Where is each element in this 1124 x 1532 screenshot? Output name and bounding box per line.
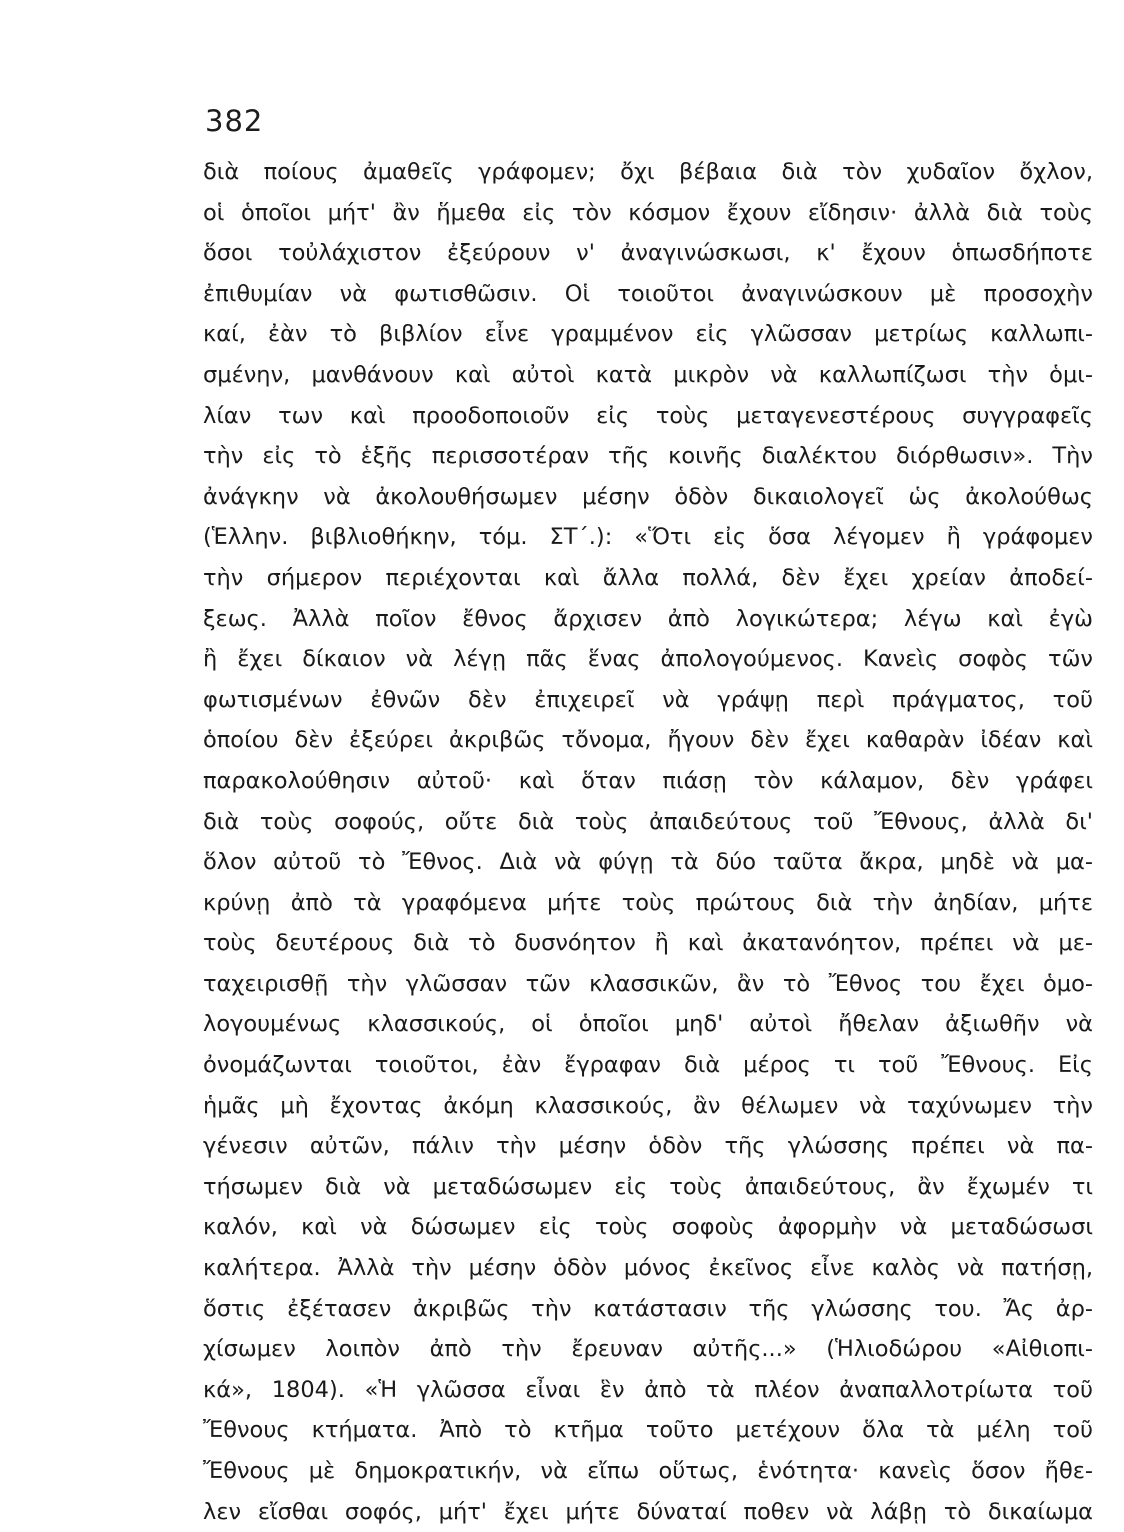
text-line: ξεως. Ἀλλὰ ποῖον ἔθνος ἄρχισεν ἀπὸ λογικώτερα; λέγω καὶ ἐγὼ [203,605,1093,632]
text-line: ὀνομάζωνται τοιοῦτοι, ἐὰν ἔγραφαν διὰ μέρος τι τοῦ Ἔθνους. Εἰς [203,1052,1093,1079]
text-line: ταχειρισθῇ τὴν γλῶσσαν τῶν κλασσικῶν, ἂν τὸ Ἔθνος του ἔχει ὁμο- [203,970,1093,997]
text-line: (Ἑλλην. βιβλιοθήκην, τόμ. ΣΤ΄.): «Ὅτι εἰς ὅσα λέγομεν ἢ γράφομεν [203,524,1093,551]
text-line: οἱ ὁποῖοι μήτ' ἂν ἥμεθα εἰς τὸν κόσμον ἔχουν εἴδησιν· ἀλλὰ διὰ τοὺς [203,199,1093,226]
text-line: ἡμᾶς μὴ ἔχοντας ἀκόμη κλασσικούς, ἂν θέλωμεν νὰ ταχύνωμεν τὴν [203,1092,1093,1119]
text-line: γένεσιν αὐτῶν, πάλιν τὴν μέσην ὁδὸν τῆς γλώσσης πρέπει νὰ πα- [203,1133,1093,1160]
text-line: καλήτερα. Ἀλλὰ τὴν μέσην ὁδὸν μόνος ἐκεῖνος εἶνε καλὸς νὰ πατήσῃ, [203,1255,1093,1282]
page-number: 382 [205,104,264,138]
text-line: Ἔθνους κτήματα. Ἀπὸ τὸ κτῆμα τοῦτο μετέχουν ὅλα τὰ μέλη τοῦ [203,1417,1093,1444]
text-line: λεν εἴσθαι σοφός, μήτ' ἔχει μήτε δύναταί ποθεν νὰ λάβῃ τὸ δικαίωμα [203,1498,1093,1525]
text-line: ὁποίου δὲν ἐξεύρει ἀκριβῶς τὄνομα, ἤγουν δὲν ἔχει καθαρὰν ἰδέαν καὶ [203,727,1093,754]
text-line: ὅσοι τοὐλάχιστον ἐξεύρουν ν' ἀναγινώσκωσι, κ' ἔχουν ὁπωσδήποτε [203,240,1093,267]
text-line: διὰ τοὺς σοφούς, οὔτε διὰ τοὺς ἀπαιδεύτους τοῦ Ἔθνους, ἀλλὰ δι' [203,808,1093,835]
text-line: τὴν σήμερον περιέχονται καὶ ἄλλα πολλά, δὲν ἔχει χρείαν ἀποδεί- [203,564,1093,591]
text-line: φωτισμένων ἐθνῶν δὲν ἐπιχειρεῖ νὰ γράψῃ περὶ πράγματος, τοῦ [203,686,1093,713]
text-line: σμένην, μανθάνουν καὶ αὐτοὶ κατὰ μικρὸν νὰ καλλωπίζωσι τὴν ὁμι- [203,361,1093,388]
text-line: Ἔθνους μὲ δημοκρατικήν, νὰ εἴπω οὕτως, ἑνότητα· κανεὶς ὅσον ἤθε- [203,1458,1093,1484]
text-line: χίσωμεν λοιπὸν ἀπὸ τὴν ἔρευναν αὐτῆς...» (Ἡλιοδώρου «Αἰθιοπι- [203,1336,1093,1363]
text-line: κρύνῃ ἀπὸ τὰ γραφόμενα μήτε τοὺς πρώτους διὰ τὴν ἀηδίαν, μήτε [203,889,1093,916]
text-line: ἀνάγκην νὰ ἀκολουθήσωμεν μέσην ὁδὸν δικαιολογεῖ ὡς ἀκολούθως [203,483,1093,510]
text-line: καλόν, καὶ νὰ δώσωμεν εἰς τοὺς σοφοὺς ἀφορμὴν νὰ μεταδώσωσι [203,1214,1093,1241]
text-line: ἐπιθυμίαν νὰ φωτισθῶσιν. Οἱ τοιοῦτοι ἀναγινώσκουν μὲ προσοχὴν [203,280,1093,307]
text-line: λογουμένως κλασσικούς, οἱ ὁποῖοι μηδ' αὐτοὶ ἤθελαν ἀξιωθῆν νὰ [203,1011,1093,1038]
text-line: καί, ἐὰν τὸ βιβλίον εἶνε γραμμένον εἰς γλῶσσαν μετρίως καλλωπι- [203,321,1093,348]
text-line: διὰ ποίους ἀμαθεῖς γράφομεν; ὄχι βέβαια διὰ τὸν χυδαῖον ὄχλον, [203,159,1093,185]
text-line: τήσωμεν διὰ νὰ μεταδώσωμεν εἰς τοὺς ἀπαιδεύτους, ἂν ἔχωμέν τι [203,1173,1093,1200]
text-line: λίαν των καὶ προοδοποιοῦν εἰς τοὺς μεταγενεστέρους συγγραφεῖς [203,402,1093,429]
body-text [203,152,1093,1532]
text-line: ὅλον αὐτοῦ τὸ Ἔθνος. Διὰ νὰ φύγῃ τὰ δύο ταῦτα ἄκρα, μηδὲ νὰ μα- [203,849,1093,876]
text-line: τὴν εἰς τὸ ἑξῆς περισσοτέραν τῆς κοινῆς διαλέκτου διόρθωσιν». Τὴν [203,443,1093,470]
text-line: παρακολούθησιν αὐτοῦ· καὶ ὅταν πιάσῃ τὸν κάλαμον, δὲν γράφει [203,767,1093,794]
text-line: ὅστις ἐξέτασεν ἀκριβῶς τὴν κατάστασιν τῆς γλώσσης του. Ἄς ἀρ- [203,1295,1093,1322]
text-line: ἢ ἔχει δίκαιον νὰ λέγῃ πᾶς ἕνας ἀπολογούμενος. Κανεὶς σοφὸς τῶν [203,646,1093,673]
text-line: κά», 1804). «Ἡ γλῶσσα εἶναι ἓν ἀπὸ τὰ πλέον ἀναπαλλοτρίωτα τοῦ [203,1376,1093,1403]
text-line: τοὺς δευτέρους διὰ τὸ δυσνόητον ἢ καὶ ἀκατανόητον, πρέπει νὰ με- [203,930,1093,957]
